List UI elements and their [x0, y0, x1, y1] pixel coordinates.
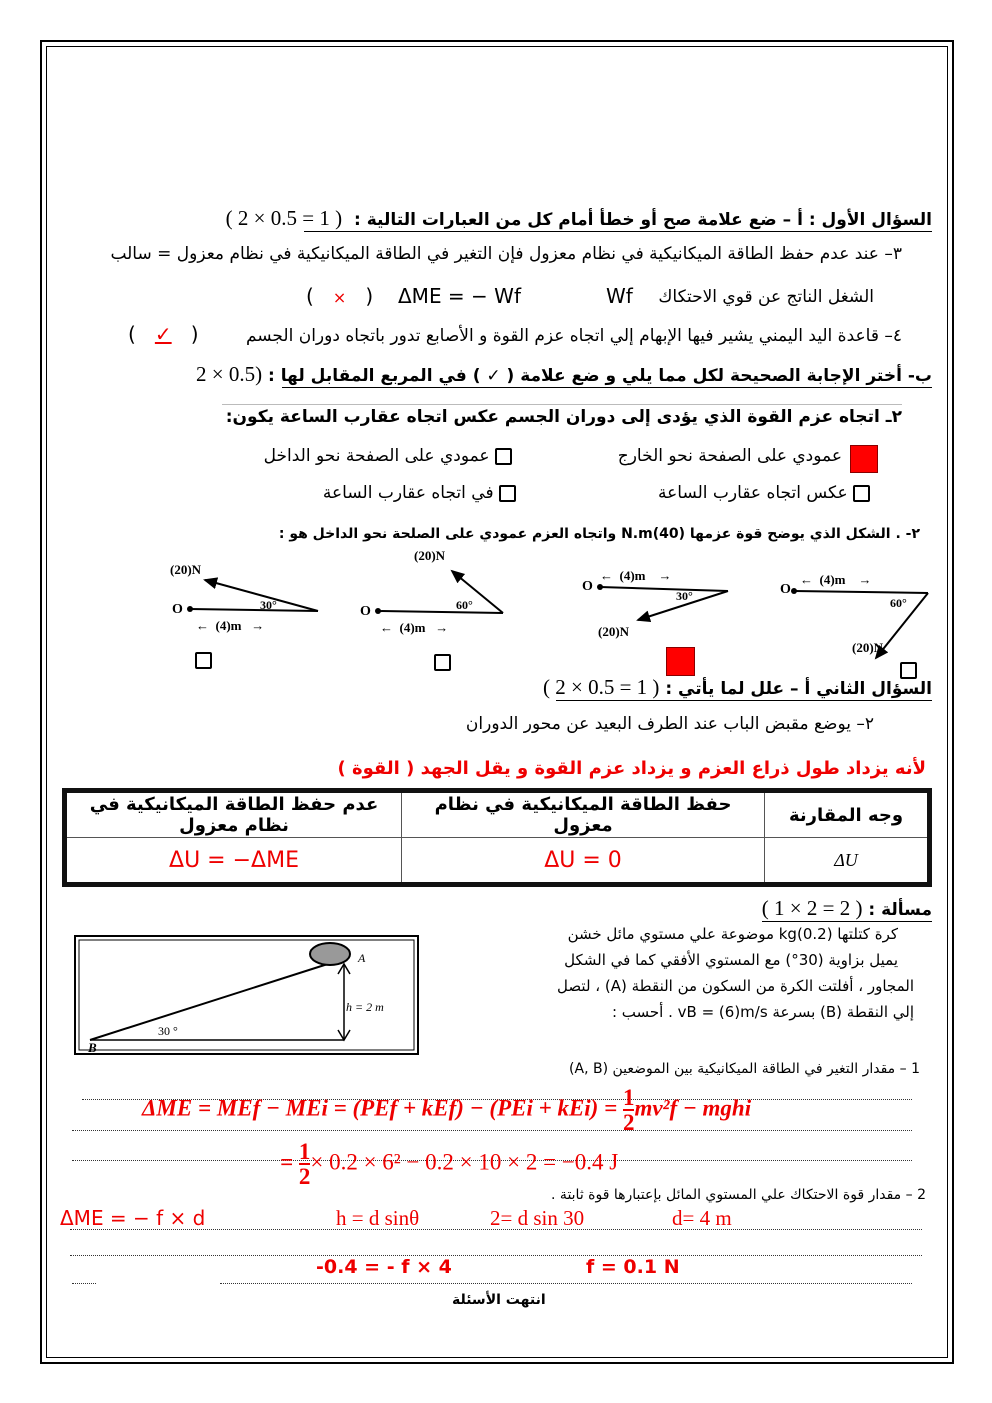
- lever-arm: [794, 591, 928, 593]
- answer-eq2: [280, 1140, 618, 1188]
- arm-value: (4)m: [399, 620, 426, 635]
- check-mark-icon: ✓: [154, 322, 172, 346]
- table-header: حفظ الطاقة الميكانيكية في نظام معزول: [402, 791, 765, 838]
- fraction: $\frac{1}{2}$: [622, 1085, 635, 1135]
- answer-step: d= 4 m: [672, 1206, 732, 1230]
- arm-label: ← (4)m →: [800, 572, 872, 587]
- problem-q1: 1 – مقدار التغير في الطاقة الميكانيكية بين الموضعين (A, B): [569, 1061, 920, 1077]
- fig2-checkbox[interactable]: [434, 654, 451, 671]
- fraction: $\frac{1}{2}$: [298, 1139, 311, 1189]
- lever-arm: [190, 609, 318, 611]
- answer-step: -0.4 = - f × 4: [316, 1256, 452, 1278]
- problem-line: كرة كتلتها (0.2)kg موضوعة علي مستوي مائل خشن: [567, 925, 898, 943]
- q1-header-text: السؤال الأول : أ – ضع علامة صح أو خطأ أمام كل من العبارات التالية :: [354, 210, 932, 230]
- answer-step: ΔME = − f × d: [60, 1206, 206, 1230]
- arm-value: (4)m: [215, 618, 242, 633]
- table-cell: ΔU = 0: [402, 838, 765, 885]
- origin-label: O: [582, 579, 593, 594]
- checkbox-icon[interactable]: [499, 485, 516, 502]
- lever-arm: [378, 611, 503, 613]
- point-b-label: B: [88, 1040, 97, 1055]
- answer-step: 2= d sin 30: [490, 1206, 585, 1230]
- force-label: (20)N: [852, 640, 884, 655]
- angle-label: 60°: [456, 598, 473, 612]
- problem-line: يميل بزاوية (30°) مع المستوي الأفقي كما في الشكل: [564, 951, 898, 969]
- arm-value: (4)m: [819, 572, 846, 587]
- angle-label: 30°: [260, 598, 277, 612]
- table-header: وجه المقارنة: [765, 791, 930, 838]
- q1-header: [225, 206, 932, 232]
- arm-label: ← (4)m →: [196, 618, 265, 633]
- problem-score: ( 1 × 2 = 2 ): [761, 896, 863, 920]
- q1-score: ( 2 × 0.5 = 1 ): [225, 206, 343, 230]
- ball-icon: [310, 943, 350, 965]
- origin-label: O: [780, 582, 791, 597]
- q1-item3-line2: الشغل الناتج عن قوي الاحتكاك: [658, 287, 874, 307]
- origin-label: O: [360, 604, 371, 619]
- table-cell: ΔU: [765, 838, 930, 885]
- problem-q2: 2 – مقدار قوة الاحتكاك علي المستوي المائل بإعتبارها قوة ثابتة .: [551, 1187, 926, 1203]
- angle-label: 60°: [890, 596, 907, 610]
- b2-question: ٢ـ اتجاه عزم القوة الذي يؤدى إلى دوران الجسم عكس اتجاه عقارب الساعة يكون:: [222, 404, 902, 427]
- option-label: عمودي على الصفحة نحو الداخل: [263, 446, 490, 466]
- wrong-mark-icon: ×: [332, 288, 347, 307]
- answer-line: [220, 1283, 912, 1284]
- answer-line: [72, 1130, 912, 1131]
- arm-value: (4)m: [619, 568, 646, 583]
- q2-header-text: السؤال الثاني أ – علل لما يأتي :: [665, 679, 932, 699]
- q1-item3-line1: ٣– عند عدم حفظ الطاقة الميكانيكية في نظام معزول فإن التغير في الطاقة الميكانيكية في نظام معزول = سالب: [110, 244, 902, 264]
- angle-label: 30°: [676, 589, 693, 603]
- comparison-table: [62, 788, 932, 887]
- answer-line: [72, 1283, 96, 1284]
- angle-label: 30 °: [158, 1024, 178, 1038]
- q1-item3-answer: ( × ): [306, 284, 374, 308]
- selected-answer-box[interactable]: [850, 445, 878, 473]
- problem-line: إلي النقطة (B) بسرعة vB = (6)m/s . أحسب :: [611, 1003, 914, 1021]
- q2-item2-answer: لأنه يزداد طول ذراع العزم و يزداد عزم القوة و يقل الجهد ( القوة ): [337, 758, 926, 779]
- b2-option-3[interactable]: [658, 483, 870, 503]
- fig1-checkbox[interactable]: [195, 652, 212, 669]
- option-label: في اتجاه عقارب الساعة: [322, 483, 494, 503]
- eq-part: mv²f − mghi: [634, 1095, 752, 1121]
- answer-line: [70, 1255, 922, 1256]
- arm-label: ← (4)m →: [380, 620, 449, 635]
- answer-step: h = d sinθ: [336, 1206, 420, 1230]
- height-label: h = 2 m: [346, 1000, 384, 1014]
- q2-item2: ٢– يوضع مقبض الباب عند الطرف البعيد عن محور الدوران: [465, 714, 874, 734]
- table-header: عدم حفظ الطاقة الميكانيكية في نظام معزول: [65, 791, 402, 838]
- torque-figures: [160, 545, 940, 685]
- q2-header: [542, 675, 932, 701]
- q2-score: ( 2 × 0.5 = 1 ): [542, 675, 660, 699]
- force-label: (20)N: [598, 624, 630, 639]
- b2-option-1[interactable]: عمودي على الصفحة نحو الخارج: [617, 446, 842, 466]
- checkbox-icon[interactable]: [495, 448, 512, 465]
- q1-partb-header: [196, 362, 932, 388]
- fig3-selected-box[interactable]: [666, 647, 695, 676]
- option-label: عكس اتجاه عقارب الساعة: [658, 483, 848, 503]
- problem-header-text: مسألة :: [868, 900, 932, 920]
- force-label: (20)N: [414, 548, 446, 563]
- partb-header-text: ب- أختر الإجابة الصحيحة لكل مما يلي و ضع علامة ( ✓ ) في المربع المقابل لها :: [268, 366, 932, 386]
- q1-item3-equation: ΔME = − Wf: [398, 284, 521, 308]
- arm-label: ← (4)m →: [600, 568, 672, 583]
- problem-header: [762, 896, 932, 922]
- eq-part: =: [280, 1149, 294, 1175]
- lever-arm: [600, 587, 728, 591]
- problem-line: المجاور ، أفلتت الكرة من السكون من النقطة (A) ، لتصل: [557, 977, 914, 995]
- origin-label: O: [172, 602, 183, 617]
- footer: انتهت الأسئلة: [452, 1292, 546, 1308]
- table-cell: ΔU = −ΔME: [65, 838, 402, 885]
- answer-eq1: [142, 1086, 751, 1134]
- b2-option-4[interactable]: [323, 483, 516, 503]
- point-a-label: A: [358, 951, 366, 965]
- checkbox-icon[interactable]: [853, 485, 870, 502]
- answer-step: f = 0.1 N: [586, 1256, 680, 1278]
- eq-part: ΔME = MEf − MEi = (PEf + kEf) − (PEi + kEi) =: [142, 1095, 623, 1121]
- force-label: (20)N: [170, 562, 202, 577]
- eq-part: × 0.2 × 6² − 0.2 × 10 × 2 = −0.4 J: [310, 1149, 619, 1175]
- q1-item4-answer: ( ✓ ): [128, 322, 199, 346]
- incline-figure: [72, 928, 422, 1058]
- q1-item4: ٤– قاعدة اليد اليمني يشير فيها الإبهام إلي اتجاه عزم القوة و الأصابع تدور باتجاه دوران الجسم: [245, 326, 902, 346]
- partb-score: 2 × 0.5): [196, 362, 263, 386]
- q1-item3-wf: Wf: [606, 284, 633, 308]
- fig-question: ٢- . الشكل الذي يوضح قوة عزمها (40)N.m واتجاه العزم عمودي على الصلحة نحو الداخل هو :: [278, 526, 920, 542]
- b2-option-2[interactable]: [264, 446, 512, 466]
